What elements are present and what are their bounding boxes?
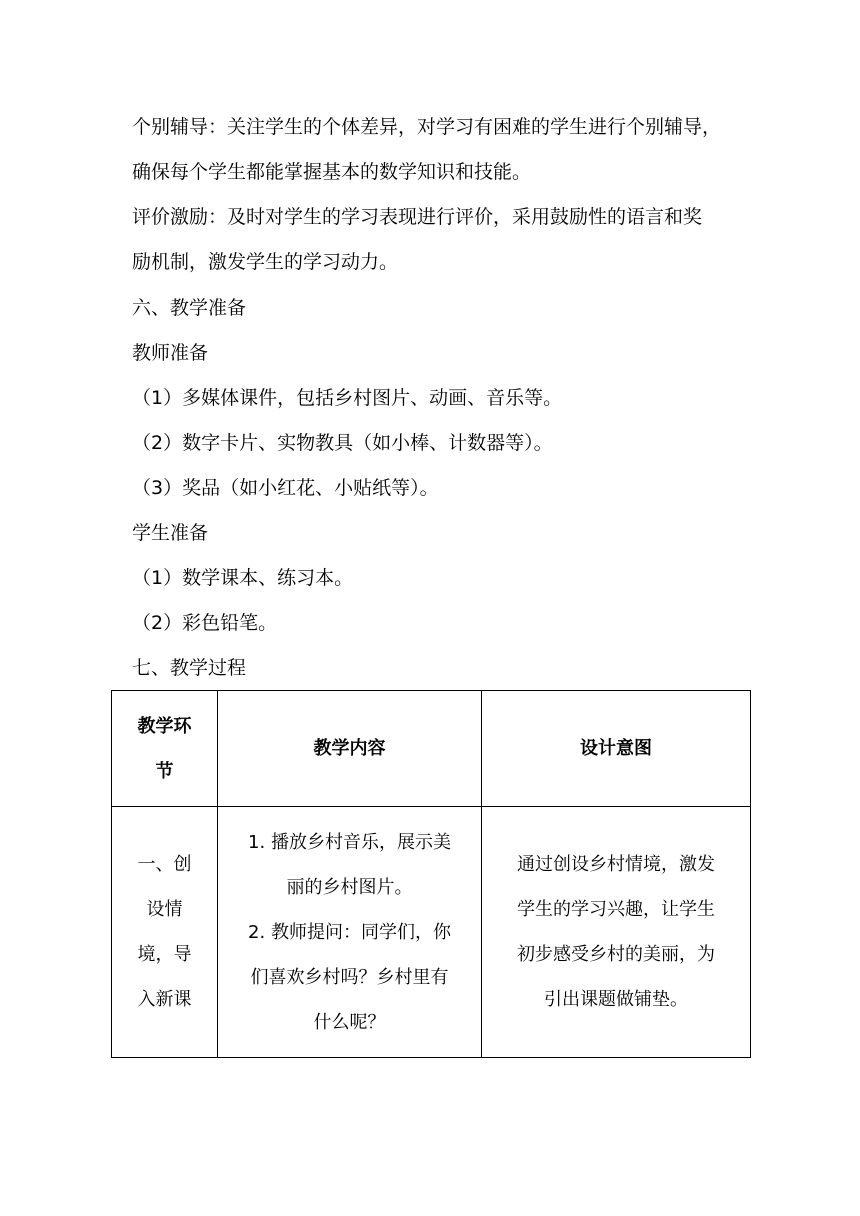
cell-line: 丽的乡村图片。 <box>286 876 413 898</box>
cell-line: 引出课题做铺垫。 <box>544 989 688 1010</box>
list-item: （2）数字卡片、实物教具（如小棒、计数器等）。 <box>132 432 553 454</box>
paragraph-individual-tutoring <box>132 105 732 195</box>
subheading-student-preparation: 学生准备 <box>132 522 209 544</box>
header-teaching-stage <box>112 691 218 807</box>
header-design-intent: 设计意图 <box>482 691 751 807</box>
list-item: （1）多媒体课件，包括乡村图片、动画、音乐等。 <box>132 387 563 409</box>
list-item: （3）奖品（如小红花、小贴纸等）。 <box>132 477 439 499</box>
cell-line: 什么呢？ <box>313 1011 386 1033</box>
section-heading-teaching-process: 七、教学过程 <box>132 657 247 679</box>
cell-line: 一、创 <box>137 854 192 875</box>
paragraph-line: 个别辅导：关注学生的个体差异，对学习有困难的学生进行个别辅导， <box>132 116 722 138</box>
cell-line: 设情 <box>146 899 183 920</box>
header-line: 节 <box>155 760 174 782</box>
paragraph-line: 励机制，激发学生的学习动力。 <box>132 251 399 273</box>
paragraph-evaluation-incentive <box>132 195 732 285</box>
cell-line: 2. 教师提问：同学们，你 <box>248 921 451 943</box>
list-item: （1）数学课本、练习本。 <box>132 567 354 589</box>
section-heading-teaching-preparation: 六、教学准备 <box>132 297 247 319</box>
cell-line: 1. 播放乡村音乐，展示美 <box>248 831 451 853</box>
teaching-process-table <box>111 690 751 1058</box>
header-line: 教学环 <box>137 715 192 737</box>
cell-line: 们喜欢乡村吗？乡村里有 <box>250 966 449 988</box>
cell-stage <box>112 807 218 1058</box>
table-header-row <box>112 691 751 807</box>
cell-line: 通过创设乡村情境，激发 <box>517 854 715 875</box>
cell-line: 初步感受乡村的美丽，为 <box>517 944 715 965</box>
cell-content <box>218 807 482 1058</box>
list-item: （2）彩色铅笔。 <box>132 612 278 634</box>
subheading-teacher-preparation: 教师准备 <box>132 342 209 364</box>
cell-line: 境，导 <box>137 944 192 965</box>
paragraph-line: 评价激励：及时对学生的学习表现进行评价，采用鼓励性的语言和奖 <box>132 206 703 228</box>
cell-line: 入新课 <box>137 989 192 1010</box>
header-teaching-content: 教学内容 <box>218 691 482 807</box>
table-row <box>112 807 751 1058</box>
cell-line: 学生的学习兴趣，让学生 <box>517 899 715 920</box>
cell-intent <box>482 807 751 1058</box>
paragraph-line: 确保每个学生都能掌握基本的数学知识和技能。 <box>132 161 532 183</box>
